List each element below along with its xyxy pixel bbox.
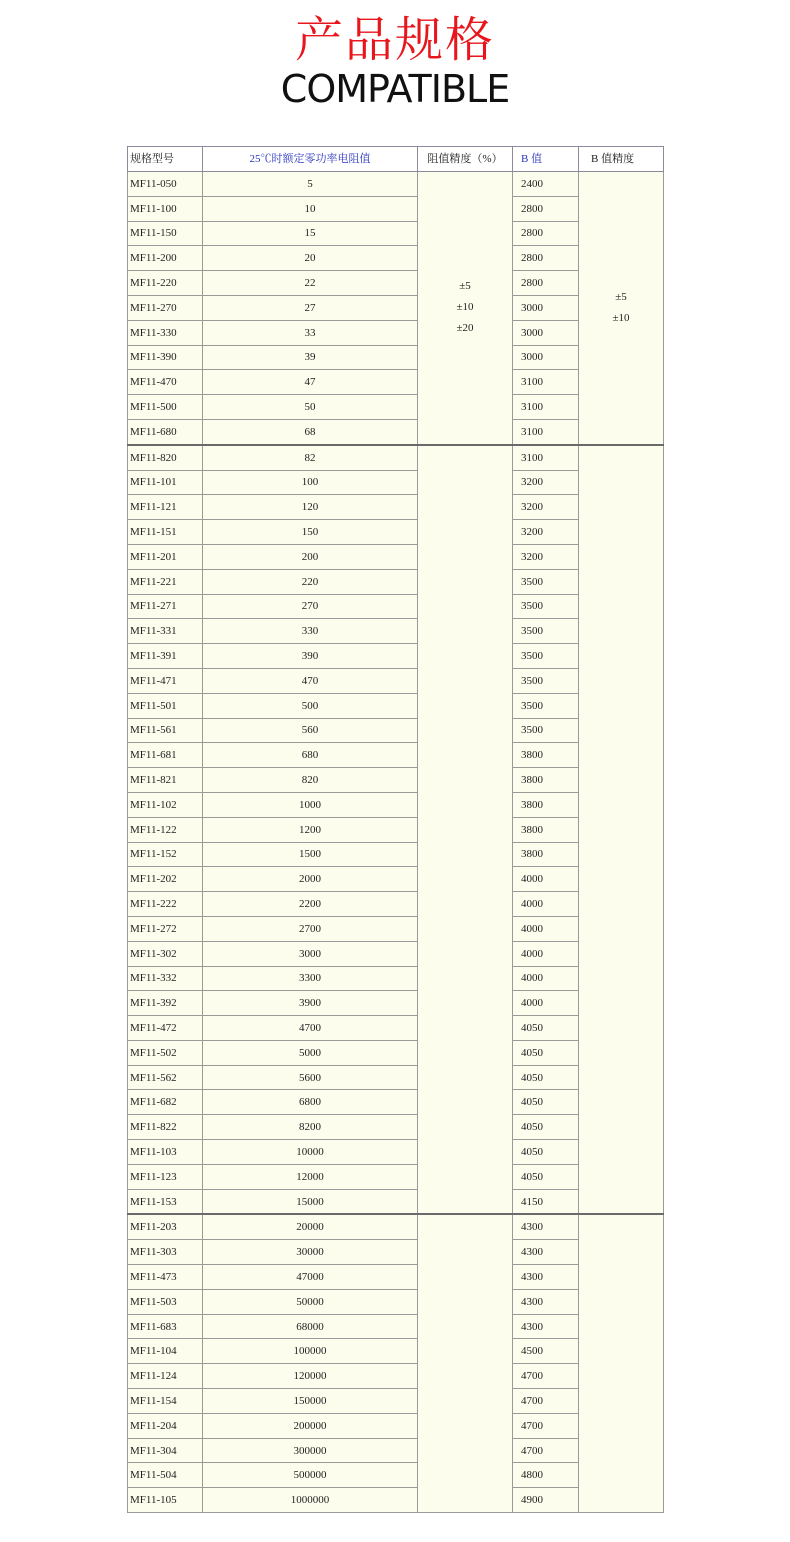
- resistance-cell: 82: [203, 445, 418, 470]
- b-value-cell: 3800: [513, 792, 579, 817]
- b-value-cell: 3500: [513, 693, 579, 718]
- resistance-cell: 150: [203, 520, 418, 545]
- b-value-cell: 3100: [513, 419, 579, 444]
- b-value-cell: 4800: [513, 1463, 579, 1488]
- resistance-cell: 20: [203, 246, 418, 271]
- b-value-cell: 2400: [513, 172, 579, 197]
- b-value-cell: 4000: [513, 892, 579, 917]
- model-cell: MF11-821: [128, 768, 203, 793]
- model-cell: MF11-680: [128, 419, 203, 444]
- b-value-cell: 4900: [513, 1488, 579, 1513]
- resistance-cell: 12000: [203, 1164, 418, 1189]
- resistance-cell: 47000: [203, 1265, 418, 1290]
- model-cell: MF11-271: [128, 594, 203, 619]
- b-tolerance-cell: [579, 172, 664, 445]
- b-value-cell: 2800: [513, 246, 579, 271]
- resistance-cell: 1000000: [203, 1488, 418, 1513]
- resistance-cell: 3900: [203, 991, 418, 1016]
- resistance-cell: 33: [203, 320, 418, 345]
- header-b-value: B 值: [513, 147, 579, 172]
- resistance-cell: 300000: [203, 1438, 418, 1463]
- resistance-cell: 68: [203, 419, 418, 444]
- model-cell: MF11-503: [128, 1289, 203, 1314]
- tolerance-cell: [418, 172, 513, 445]
- b-value-cell: 4300: [513, 1240, 579, 1265]
- resistance-cell: 120000: [203, 1364, 418, 1389]
- resistance-cell: 50000: [203, 1289, 418, 1314]
- model-cell: MF11-124: [128, 1364, 203, 1389]
- resistance-cell: 6800: [203, 1090, 418, 1115]
- resistance-cell: 560: [203, 718, 418, 743]
- model-cell: MF11-102: [128, 792, 203, 817]
- b-value-cell: 4000: [513, 966, 579, 991]
- b-value-cell: 3200: [513, 544, 579, 569]
- b-value-cell: 3000: [513, 295, 579, 320]
- b-value-cell: 4050: [513, 1115, 579, 1140]
- resistance-cell: 220: [203, 569, 418, 594]
- model-cell: MF11-682: [128, 1090, 203, 1115]
- resistance-cell: 2000: [203, 867, 418, 892]
- b-value-cell: 4500: [513, 1339, 579, 1364]
- tolerance-cell: [418, 1214, 513, 1512]
- model-cell: MF11-500: [128, 395, 203, 420]
- resistance-cell: 470: [203, 668, 418, 693]
- model-cell: MF11-202: [128, 867, 203, 892]
- resistance-cell: 500000: [203, 1463, 418, 1488]
- model-cell: MF11-304: [128, 1438, 203, 1463]
- b-value-cell: 4050: [513, 1140, 579, 1165]
- tolerance-value: ±10: [456, 301, 474, 314]
- model-cell: MF11-473: [128, 1265, 203, 1290]
- model-cell: MF11-151: [128, 520, 203, 545]
- header-resistance: 25℃时额定零功率电阻值: [203, 147, 418, 172]
- model-cell: MF11-201: [128, 544, 203, 569]
- model-cell: MF11-330: [128, 320, 203, 345]
- model-cell: MF11-392: [128, 991, 203, 1016]
- b-value-cell: 4700: [513, 1438, 579, 1463]
- b-value-cell: 4050: [513, 1090, 579, 1115]
- b-value-cell: 3500: [513, 569, 579, 594]
- model-cell: MF11-100: [128, 196, 203, 221]
- model-cell: MF11-152: [128, 842, 203, 867]
- b-value-cell: 3200: [513, 470, 579, 495]
- resistance-cell: 270: [203, 594, 418, 619]
- b-value-cell: 3100: [513, 370, 579, 395]
- resistance-cell: 100000: [203, 1339, 418, 1364]
- tolerance-cell: [418, 445, 513, 1215]
- resistance-cell: 120: [203, 495, 418, 520]
- resistance-cell: 820: [203, 768, 418, 793]
- b-value-cell: 4700: [513, 1364, 579, 1389]
- b-value-cell: 3500: [513, 644, 579, 669]
- model-cell: MF11-154: [128, 1389, 203, 1414]
- model-cell: MF11-105: [128, 1488, 203, 1513]
- header-b-tolerance: B 值精度: [579, 147, 664, 172]
- b-value-cell: 3500: [513, 594, 579, 619]
- table-row: [128, 445, 664, 470]
- b-value-cell: 3500: [513, 619, 579, 644]
- model-cell: MF11-822: [128, 1115, 203, 1140]
- resistance-cell: 2200: [203, 892, 418, 917]
- resistance-cell: 5600: [203, 1065, 418, 1090]
- resistance-cell: 4700: [203, 1016, 418, 1041]
- b-value-cell: 4000: [513, 941, 579, 966]
- model-cell: MF11-303: [128, 1240, 203, 1265]
- b-value-cell: 3800: [513, 842, 579, 867]
- model-cell: MF11-204: [128, 1413, 203, 1438]
- model-cell: MF11-502: [128, 1040, 203, 1065]
- resistance-cell: 5000: [203, 1040, 418, 1065]
- tolerance-value: ±5: [459, 280, 471, 293]
- model-cell: MF11-122: [128, 817, 203, 842]
- model-cell: MF11-501: [128, 693, 203, 718]
- model-cell: MF11-472: [128, 1016, 203, 1041]
- model-cell: MF11-153: [128, 1189, 203, 1214]
- model-cell: MF11-331: [128, 619, 203, 644]
- resistance-cell: 3300: [203, 966, 418, 991]
- b-value-cell: 3000: [513, 320, 579, 345]
- b-value-cell: 4000: [513, 867, 579, 892]
- b-value-cell: 4300: [513, 1265, 579, 1290]
- b-value-cell: 4300: [513, 1214, 579, 1239]
- b-value-cell: 3100: [513, 395, 579, 420]
- model-cell: MF11-220: [128, 271, 203, 296]
- model-cell: MF11-391: [128, 644, 203, 669]
- model-cell: MF11-222: [128, 892, 203, 917]
- resistance-cell: 5: [203, 172, 418, 197]
- resistance-cell: 200000: [203, 1413, 418, 1438]
- b-value-cell: 3000: [513, 345, 579, 370]
- resistance-cell: 500: [203, 693, 418, 718]
- resistance-cell: 22: [203, 271, 418, 296]
- resistance-cell: 200: [203, 544, 418, 569]
- model-cell: MF11-203: [128, 1214, 203, 1239]
- model-cell: MF11-121: [128, 495, 203, 520]
- resistance-cell: 15: [203, 221, 418, 246]
- model-cell: MF11-562: [128, 1065, 203, 1090]
- model-cell: MF11-103: [128, 1140, 203, 1165]
- b-value-cell: 3800: [513, 768, 579, 793]
- resistance-cell: 15000: [203, 1189, 418, 1214]
- b-value-cell: 4050: [513, 1065, 579, 1090]
- b-value-cell: 3200: [513, 495, 579, 520]
- model-cell: MF11-681: [128, 743, 203, 768]
- resistance-cell: 1200: [203, 817, 418, 842]
- b-tolerance-value: ±5: [615, 290, 627, 303]
- b-value-cell: 4000: [513, 916, 579, 941]
- resistance-cell: 27: [203, 295, 418, 320]
- page-subtitle: COMPATIBLE: [280, 67, 510, 111]
- b-value-cell: 3500: [513, 668, 579, 693]
- resistance-cell: 150000: [203, 1389, 418, 1414]
- model-cell: MF11-050: [128, 172, 203, 197]
- b-value-cell: 4150: [513, 1189, 579, 1214]
- model-cell: MF11-101: [128, 470, 203, 495]
- resistance-cell: 330: [203, 619, 418, 644]
- b-value-cell: 4050: [513, 1016, 579, 1041]
- b-value-cell: 3500: [513, 718, 579, 743]
- b-value-cell: 4050: [513, 1040, 579, 1065]
- model-cell: MF11-200: [128, 246, 203, 271]
- b-value-cell: 4300: [513, 1314, 579, 1339]
- table-row: [128, 1214, 664, 1239]
- model-cell: MF11-820: [128, 445, 203, 470]
- model-cell: MF11-561: [128, 718, 203, 743]
- model-cell: MF11-302: [128, 941, 203, 966]
- b-value-cell: 3800: [513, 817, 579, 842]
- b-value-cell: 3200: [513, 520, 579, 545]
- model-cell: MF11-390: [128, 345, 203, 370]
- table-header-row: [128, 147, 664, 172]
- resistance-cell: 2700: [203, 916, 418, 941]
- model-cell: MF11-471: [128, 668, 203, 693]
- resistance-cell: 30000: [203, 1240, 418, 1265]
- resistance-cell: 50: [203, 395, 418, 420]
- resistance-cell: 3000: [203, 941, 418, 966]
- resistance-cell: 390: [203, 644, 418, 669]
- b-value-cell: 4700: [513, 1389, 579, 1414]
- resistance-cell: 68000: [203, 1314, 418, 1339]
- model-cell: MF11-221: [128, 569, 203, 594]
- model-cell: MF11-470: [128, 370, 203, 395]
- table-row: [128, 172, 664, 197]
- model-cell: MF11-332: [128, 966, 203, 991]
- header-tolerance: 阻值精度（%）: [418, 147, 513, 172]
- model-cell: MF11-150: [128, 221, 203, 246]
- b-tolerance-cell: [579, 445, 664, 1215]
- resistance-cell: 10000: [203, 1140, 418, 1165]
- page-title: 产品规格: [294, 12, 495, 68]
- resistance-cell: 8200: [203, 1115, 418, 1140]
- b-tolerance-cell: [579, 1214, 664, 1512]
- b-tolerance-value: ±10: [612, 311, 630, 324]
- b-value-cell: 4300: [513, 1289, 579, 1314]
- b-value-cell: 3100: [513, 445, 579, 470]
- resistance-cell: 100: [203, 470, 418, 495]
- b-value-cell: 2800: [513, 271, 579, 296]
- resistance-cell: 680: [203, 743, 418, 768]
- b-value-cell: 4000: [513, 991, 579, 1016]
- resistance-cell: 10: [203, 196, 418, 221]
- resistance-cell: 39: [203, 345, 418, 370]
- spec-table: [127, 146, 664, 1513]
- resistance-cell: 1000: [203, 792, 418, 817]
- tolerance-value: ±20: [456, 322, 474, 335]
- b-value-cell: 2800: [513, 196, 579, 221]
- resistance-cell: 1500: [203, 842, 418, 867]
- header-model: 规格型号: [128, 147, 203, 172]
- model-cell: MF11-270: [128, 295, 203, 320]
- resistance-cell: 20000: [203, 1214, 418, 1239]
- model-cell: MF11-272: [128, 916, 203, 941]
- model-cell: MF11-504: [128, 1463, 203, 1488]
- model-cell: MF11-683: [128, 1314, 203, 1339]
- b-value-cell: 4700: [513, 1413, 579, 1438]
- b-value-cell: 3800: [513, 743, 579, 768]
- b-value-cell: 4050: [513, 1164, 579, 1189]
- model-cell: MF11-123: [128, 1164, 203, 1189]
- resistance-cell: 47: [203, 370, 418, 395]
- b-value-cell: 2800: [513, 221, 579, 246]
- model-cell: MF11-104: [128, 1339, 203, 1364]
